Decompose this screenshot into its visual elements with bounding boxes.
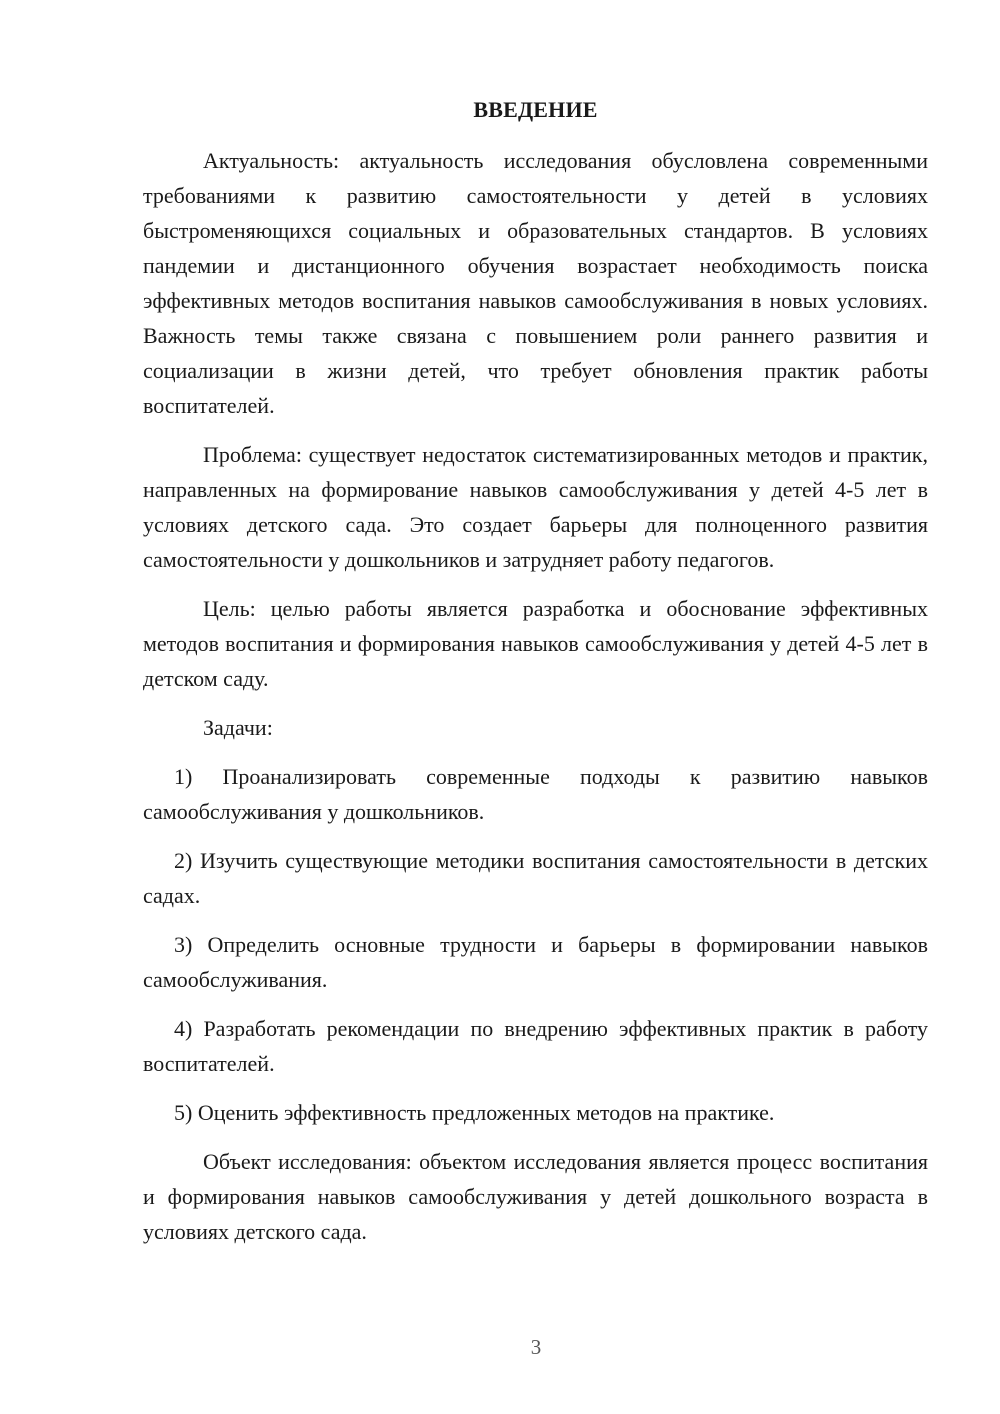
relevance-paragraph: Актуальность: актуальность исследования обусловлена современными требованиями к развитию самостоятельности у детей в условиях быстроменяющихся социальных и образовательных стандартов. В условиях пандемии и дистанционного обучения возрастает необходимость поиска эффективных методов воспитания навыков самообслуживания в новых условиях. Важность темы также связана с повышением роли раннего развития и социализации в жизни детей, что требует обновления практик работы воспитателей. [143,148,928,418]
problem-paragraph: Проблема: существует недостаток систематизированных методов и практик, направленных на формирование навыков самообслуживания у детей 4-5 лет в условиях детского сада. Это создает барьеры для полноценного развития самостоятельности у дошкольников и затрудняет работу педагогов. [143,442,928,572]
object-paragraph: Объект исследования: объектом исследования является процесс воспитания и формирования навыков самообслуживания у детей дошкольного возраста в условиях детского сада. [143,1149,928,1244]
page-number: 3 [530,1335,542,1359]
tasks-list [143,759,928,1130]
goal-paragraph: Цель: целью работы является разработка и обоснование эффективных методов воспитания и формирования навыков самообслуживания у детей 4-5 лет в детском саду. [143,596,928,691]
page-title: ВВЕДЕНИЕ [473,97,598,122]
task-item: 5) Оценить эффективность предложенных методов на практике. [174,1100,775,1125]
task-item: 1) Проанализировать современные подходы к развитию навыков самообслуживания у дошкольников. [143,764,928,824]
task-item: 4) Разработать рекомендации по внедрению эффективных практик в работу воспитателей. [143,1016,928,1076]
task-item: 3) Определить основные трудности и барьеры в формировании навыков самообслуживания. [143,932,928,992]
tasks-label: Задачи: [203,715,273,740]
task-item: 2) Изучить существующие методики воспитания самостоятельности в детских садах. [143,848,928,908]
page-content [143,94,928,1263]
